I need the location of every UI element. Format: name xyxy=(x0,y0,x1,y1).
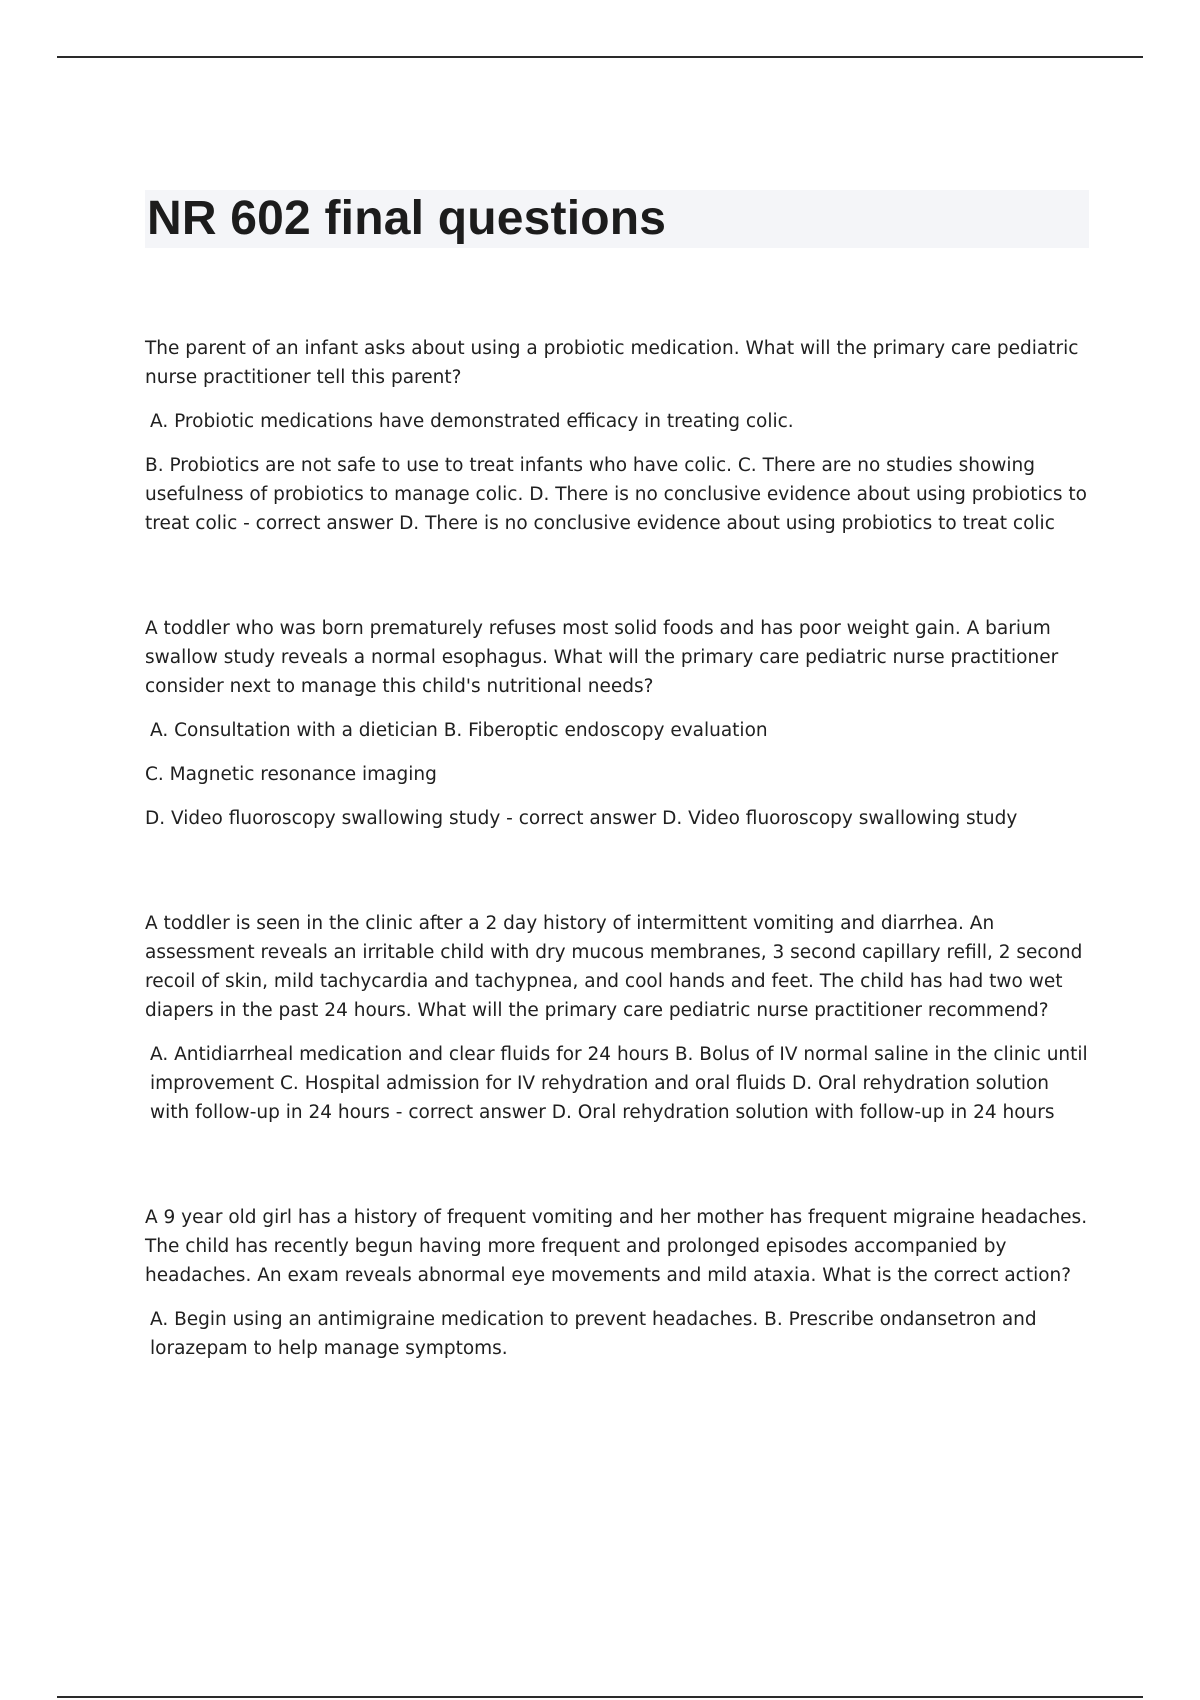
bottom-rule xyxy=(57,1696,1143,1698)
answer-options: A. Begin using an antimigraine medication to prevent headaches. B. Prescribe ondansetron and lorazepam to help manage symptoms. xyxy=(150,1309,1037,1359)
answer-options-final xyxy=(145,804,1089,833)
answer-options-continued: C. Magnetic resonance imaging xyxy=(145,764,437,785)
answer-options: A. Consultation with a dietician B. Fiberoptic endoscopy evaluation xyxy=(150,720,768,741)
question-stem: A 9 year old girl has a history of frequent vomiting and her mother has frequent migraine headaches. The child has recently begun having more frequent and prolonged episodes accompanied by headaches. An exam reveals abnormal eye movements and mild ataxia. What is the correct action? xyxy=(145,1207,1088,1286)
answer-options xyxy=(145,1040,1094,1127)
answer-options: A. Probiotic medications have demonstrated efficacy in treating colic. xyxy=(150,411,794,432)
top-rule xyxy=(57,56,1143,58)
question-stem: A toddler who was born prematurely refuses most solid foods and has poor weight gain. A barium swallow study reveals a normal esophagus. What will the primary care pediatric nurse practitioner consider next to manage this child's nutritional needs? xyxy=(145,618,1059,697)
question-stem: A toddler is seen in the clinic after a 2 day history of intermittent vomiting and diarrhea. An assessment reveals an irritable child with dry mucous membranes, 3 second capillary refill, 2 second recoil of skin, mild tachycardia and tachypnea, and cool hands and feet. The child has had two wet diapers in the past 24 hours. What will the primary care pediatric nurse practitioner recommend? xyxy=(145,913,1083,1021)
correct-answer: D. Video fluoroscopy swallowing study xyxy=(662,808,1018,829)
document-title: NR 602 final questions xyxy=(147,192,667,245)
answer-options-text: A. Antidiarrheal medication and clear fluids for 24 hours B. Bolus of IV normal saline in the clinic until improvement C. Hospital admission for IV rehydration and oral fluids D. Oral rehydration solution with follow-up in 24 hours - correct answer xyxy=(150,1044,1088,1123)
correct-answer: D. Oral rehydration solution with follow-up in 24 hours xyxy=(551,1102,1055,1123)
question-stem: The parent of an infant asks about using a probiotic medication. What will the primary care pediatric nurse practitioner tell this parent? xyxy=(145,338,1079,388)
answer-options-text: D. Video fluoroscopy swallowing study - correct answer xyxy=(145,808,657,829)
question-2 xyxy=(145,614,1089,833)
answer-options-text: B. Probiotics are not safe to use to treat infants who have colic. C. There are no studies showing usefulness of probiotics to manage colic. D. There is no conclusive evidence about using probiotics to treat colic - correct answer xyxy=(145,455,1087,534)
question-1 xyxy=(145,334,1089,538)
question-4 xyxy=(145,1203,1089,1363)
question-3 xyxy=(145,909,1089,1127)
correct-answer: D. There is no conclusive evidence about using probiotics to treat colic xyxy=(399,513,1055,534)
answer-options-continued xyxy=(145,451,1089,538)
document-body xyxy=(145,334,1089,1378)
